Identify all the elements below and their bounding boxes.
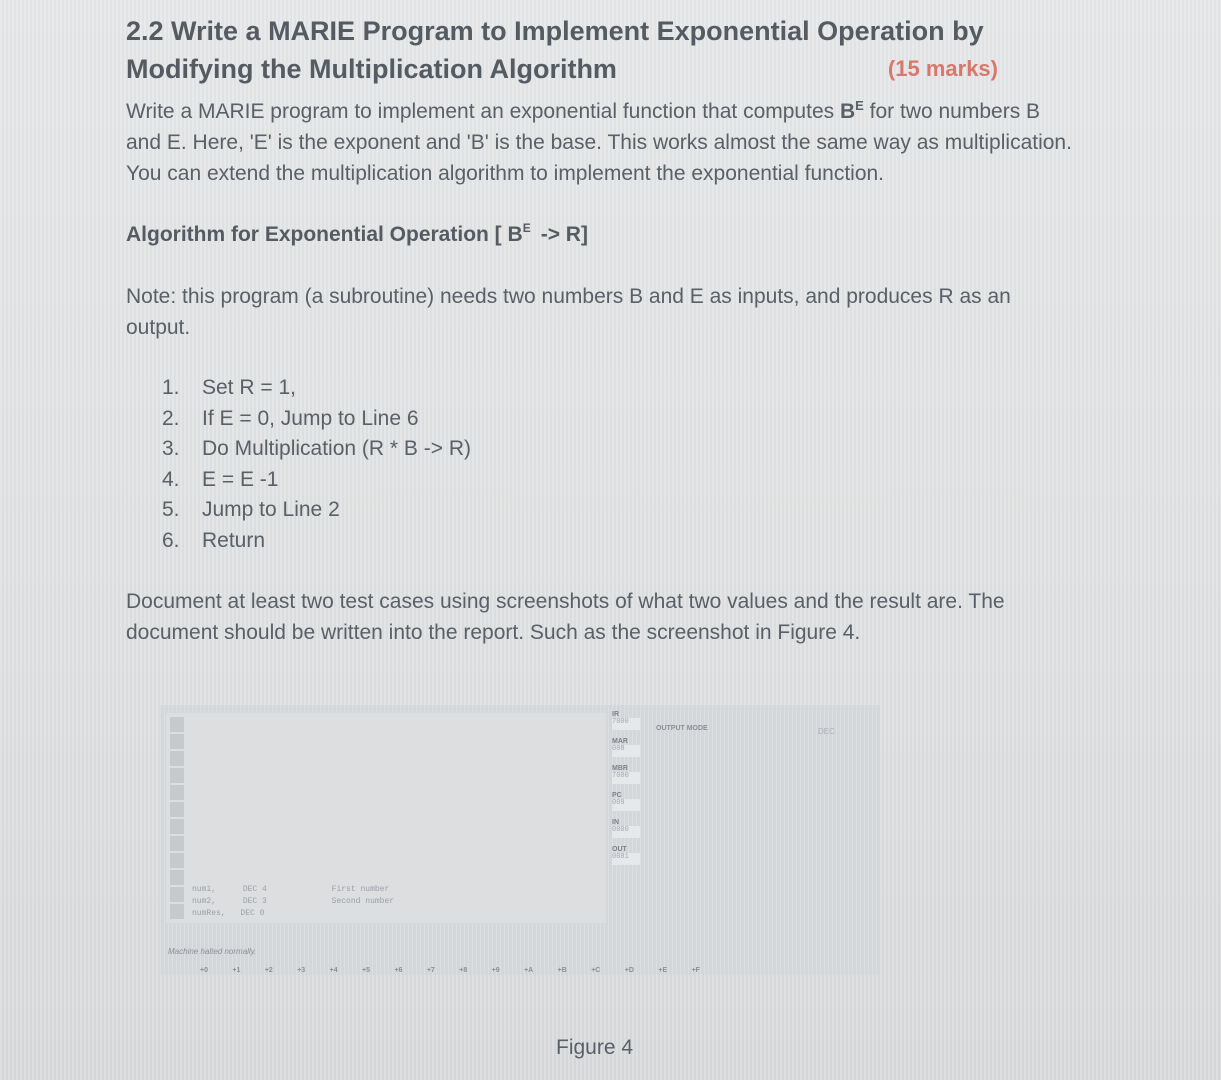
algorithm-steps xyxy=(162,373,1074,556)
register-mar xyxy=(612,738,650,757)
step-number: 1. xyxy=(162,376,180,399)
hex-column: +2 xyxy=(264,967,273,974)
register-label: IN xyxy=(612,819,619,826)
code-label: num2, xyxy=(192,897,217,906)
hex-column: +9 xyxy=(491,967,500,974)
step-text: If E = 0, Jump to Line 6 xyxy=(202,406,419,430)
register-value: 7000 xyxy=(612,772,640,784)
step-item xyxy=(162,434,1074,465)
register-value: 0000 xyxy=(612,826,640,838)
step-text: Jump to Line 2 xyxy=(202,498,340,521)
intro-paragraph xyxy=(126,96,1074,189)
register-label: PC xyxy=(612,792,622,799)
hex-column: +5 xyxy=(362,967,371,974)
code-editor-panel xyxy=(166,713,606,923)
hex-column: +4 xyxy=(329,967,338,974)
note-paragraph: Note: this program (a subroutine) needs two numbers B and E as inputs, and produces R as an output. xyxy=(126,285,1011,339)
algorithm-title-sup: E xyxy=(522,221,531,235)
register-value: 0081 xyxy=(612,853,640,865)
intro-base: B xyxy=(839,100,856,123)
intro-part1: Write a MARIE program to implement an exponential function that computes xyxy=(126,100,840,123)
hex-column: +8 xyxy=(459,967,468,974)
hex-column: +D xyxy=(624,967,634,974)
machine-status-text: Machine halted normally. xyxy=(168,947,257,956)
step-text: Return xyxy=(202,528,266,552)
code-comment: First number xyxy=(331,885,390,894)
code-row xyxy=(192,885,389,894)
register-value: 008 xyxy=(612,745,640,757)
register-in xyxy=(612,819,650,838)
marks-label: (15 marks) xyxy=(887,56,998,81)
register-label: IR xyxy=(612,711,619,718)
register-value: 7000 xyxy=(612,718,640,730)
step-number: 3. xyxy=(162,437,180,460)
section-title-line2: Modifying the Multiplication Algorithm xyxy=(126,54,617,84)
register-label: MBR xyxy=(612,765,628,772)
step-text: Set R = 1, xyxy=(202,376,296,399)
step-item xyxy=(162,404,1074,435)
hex-column: +F xyxy=(691,967,700,974)
register-label: OUT xyxy=(612,846,627,853)
hex-column: +3 xyxy=(297,967,306,974)
register-label: MAR xyxy=(612,738,628,745)
code-comment: Second number xyxy=(331,897,395,906)
hex-column: +1 xyxy=(232,967,241,974)
step-item xyxy=(162,465,1074,496)
section-title-line1: 2.2 Write a MARIE Program to Implement Exponential Operation by xyxy=(126,16,984,46)
register-panel xyxy=(612,711,650,873)
documentation-paragraph: Document at least two test cases using screenshots of what two values and the result are. The document should be written into the report. Such as the screenshot in Figure 4. xyxy=(126,590,1005,644)
step-number: 6. xyxy=(162,528,180,552)
hex-column: +7 xyxy=(426,967,435,974)
step-item xyxy=(162,495,1074,526)
code-row xyxy=(192,909,324,918)
step-item xyxy=(162,373,1074,404)
code-op: DEC 4 xyxy=(242,885,267,894)
section-heading xyxy=(126,12,1074,88)
document-page xyxy=(126,12,1074,648)
code-label: numRes, xyxy=(192,909,226,918)
step-number: 4. xyxy=(162,467,180,491)
code-label: num1, xyxy=(192,885,217,894)
step-number: 5. xyxy=(162,498,180,521)
step-item xyxy=(162,526,1074,557)
intro-part2: for two numbers B and E. Here, 'E' is the exponent and 'B' is the base. This works almost the same way as multiplication. You can extend the multiplication algorithm to implement the exponential function. xyxy=(126,100,1072,185)
hex-column: +B xyxy=(557,967,567,974)
marie-simulator-screenshot xyxy=(160,705,880,975)
hex-column: +E xyxy=(658,967,668,974)
line-number-gutter xyxy=(170,717,184,921)
intro-exponent: E xyxy=(855,98,864,113)
register-mbr xyxy=(612,765,650,784)
code-op: DEC 3 xyxy=(242,897,267,906)
hex-column: +0 xyxy=(200,967,208,974)
step-text: Do Multiplication (R * B -> R) xyxy=(202,437,471,460)
step-text: E = E -1 xyxy=(202,467,279,491)
algorithm-title-suffix: -> R] xyxy=(540,223,588,246)
output-area xyxy=(656,725,746,735)
algorithm-title xyxy=(126,223,1074,247)
register-pc xyxy=(612,792,650,811)
output-format-select[interactable]: DEC xyxy=(818,727,835,736)
hex-column: +C xyxy=(591,967,601,974)
register-out xyxy=(612,846,650,865)
algorithm-title-prefix: Algorithm for Exponential Operation [ B xyxy=(126,223,523,246)
register-ir xyxy=(612,711,650,730)
memory-hex-header xyxy=(200,967,700,974)
code-op: DEC 0 xyxy=(240,909,265,918)
hex-column: +A xyxy=(524,967,534,974)
hex-column: +6 xyxy=(394,967,403,974)
register-value: 009 xyxy=(612,799,640,811)
step-number: 2. xyxy=(162,406,180,430)
code-row xyxy=(192,897,394,906)
figure-caption: Figure 4 xyxy=(556,1036,634,1059)
output-mode-label: OUTPUT MODE xyxy=(656,725,708,732)
